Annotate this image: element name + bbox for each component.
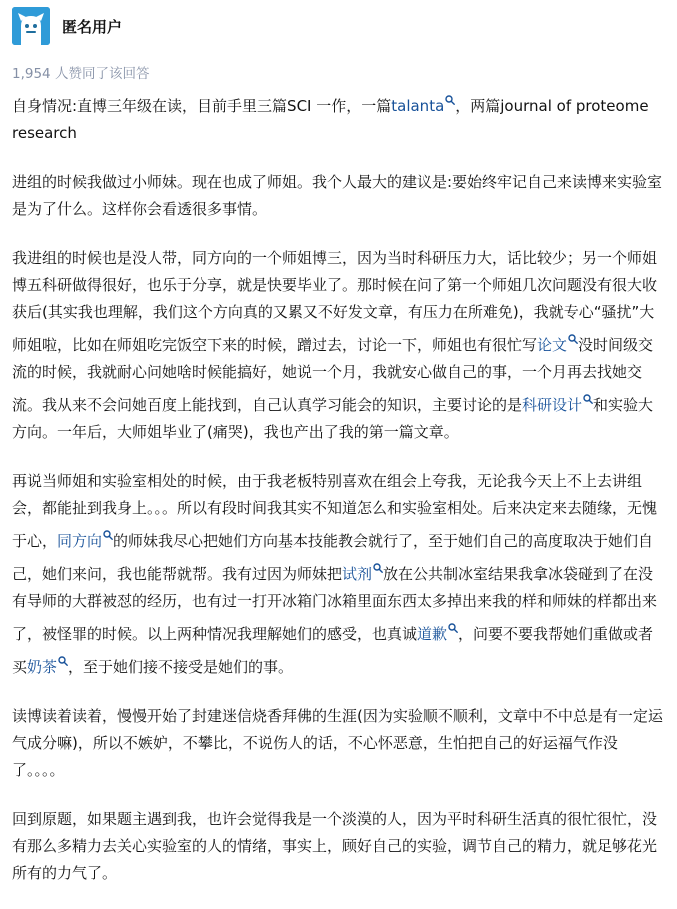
answer-paragraph	[12, 468, 667, 681]
upvote-suffix: 人赞同了该回答	[50, 66, 150, 82]
keyword-search-link[interactable]	[391, 97, 455, 115]
text-segment: 自身情况:直博三年级在读，目前手里三篇SCI 一作，一篇	[12, 97, 392, 115]
search-icon	[445, 87, 455, 97]
text-segment: 进组的时候我做过小师妹。现在也成了师姐。我个人最大的建议是:要始终牢记自己来读博来实验室是为了什么。这样你会看透很多事情。	[12, 173, 663, 218]
upvote-count	[12, 62, 149, 82]
text-segment: ，至于她们接不接受是她们的事。	[68, 658, 294, 676]
search-icon	[583, 386, 593, 396]
search-icon	[448, 615, 458, 625]
answer-paragraph	[12, 245, 667, 446]
answer-paragraph	[12, 169, 667, 223]
keyword-text: 同方向	[57, 532, 103, 550]
text-segment: 和实验大方向。一年后，大师姐毕业了(痛哭)，我也产出了我的第一篇文章。	[12, 396, 654, 441]
search-icon	[58, 648, 68, 658]
author-name[interactable]: 匿名用户	[62, 17, 123, 36]
author-header	[12, 7, 122, 45]
keyword-text: talanta	[391, 97, 445, 115]
answer-paragraph	[12, 806, 667, 887]
keyword-text: 奶茶	[27, 658, 58, 676]
text-segment: 读博读着读着，慢慢开始了封建迷信烧香拜佛的生涯(因为实验顺不顺利，文章中不中总是有一定运气成分嘛)，所以不嫉妒，不攀比，不说伤人的话，不心怀恶意，生怕把自己的好运福气作没了。。。。	[12, 707, 663, 779]
search-icon	[568, 326, 578, 336]
text-segment: ，两篇journal of proteome research	[12, 97, 649, 142]
text-segment: 没时间级交流的时候，我就耐心问她啥时候能搞好，她说一个月，我就安心做自己的事，一个月再去找她交流。我从来不会问她百度上能找到，自己认真学习能会的知识，主要讨论的是	[12, 336, 654, 414]
text-segment: ，问要不要我帮她们重做或者买	[12, 625, 654, 676]
text-segment: 我进组的时候也是没人带，同方向的一个师姐博三，因为当时科研压力大，话比较少；另一个师姐博五科研做得很好，也乐于分享，就是快要毕业了。那时候在问了第一个师姐几次问题没有很大收获后(其实我也理解，我们这个方向真的又累又不好发文章，有压力在所难免)，我就专心“骚扰”大师姐啦，比如在师姐吃完饭空下来的时候，蹭过去，讨论一下，师姐也有很忙写	[12, 249, 658, 354]
answer-paragraph	[12, 703, 667, 784]
text-segment: 回到原题，如果题主遇到我，也许会觉得我是一个淡漠的人，因为平时科研生活真的很忙很忙，没有那么多精力去关心实验室的人的情绪，事实上，顾好自己的实验，调节自己的精力，就足够花光所有的力气了。	[12, 810, 658, 882]
keyword-search-link[interactable]	[417, 625, 458, 643]
text-segment: 再说当师姐和实验室相处的时候，由于我老板特别喜欢在组会上夸我，无论我今天上不上去讲组会，都能扯到我身上。。。所以有段时间我其实不知道怎么和实验室相处。后来决定来去随缘，无愧于心，	[12, 472, 658, 550]
keyword-search-link[interactable]	[537, 336, 578, 354]
keyword-search-link[interactable]	[522, 396, 593, 414]
answer-paragraph	[12, 87, 667, 147]
keyword-text: 道歉	[417, 625, 448, 643]
keyword-search-link[interactable]	[57, 532, 113, 550]
search-icon	[103, 522, 113, 532]
answer-content	[12, 87, 667, 909]
text-segment: 的师妹我尽心把她们方向基本技能教会就行了，至于她们自己的高度取决于她们自己，她们来问，我也能帮就帮。我有过因为师妹把	[12, 532, 654, 583]
keyword-search-link[interactable]	[342, 565, 383, 583]
anonymous-avatar-icon[interactable]	[12, 7, 50, 45]
keyword-text: 试剂	[342, 565, 373, 583]
search-icon	[373, 555, 383, 565]
keyword-text: 论文	[537, 336, 568, 354]
keyword-search-link[interactable]	[27, 658, 68, 676]
keyword-text: 科研设计	[522, 396, 583, 414]
upvote-number: 1,954	[12, 66, 51, 82]
text-segment: 放在公共制冰室结果我拿冰袋碰到了在没有导师的大群被怼的经历，也有过一打开冰箱门冰箱里面东西太多掉出来我的样和师妹的样都出来了，被怪罪的时候。以上两种情况我理解她们的感受，也真诚	[12, 565, 658, 643]
